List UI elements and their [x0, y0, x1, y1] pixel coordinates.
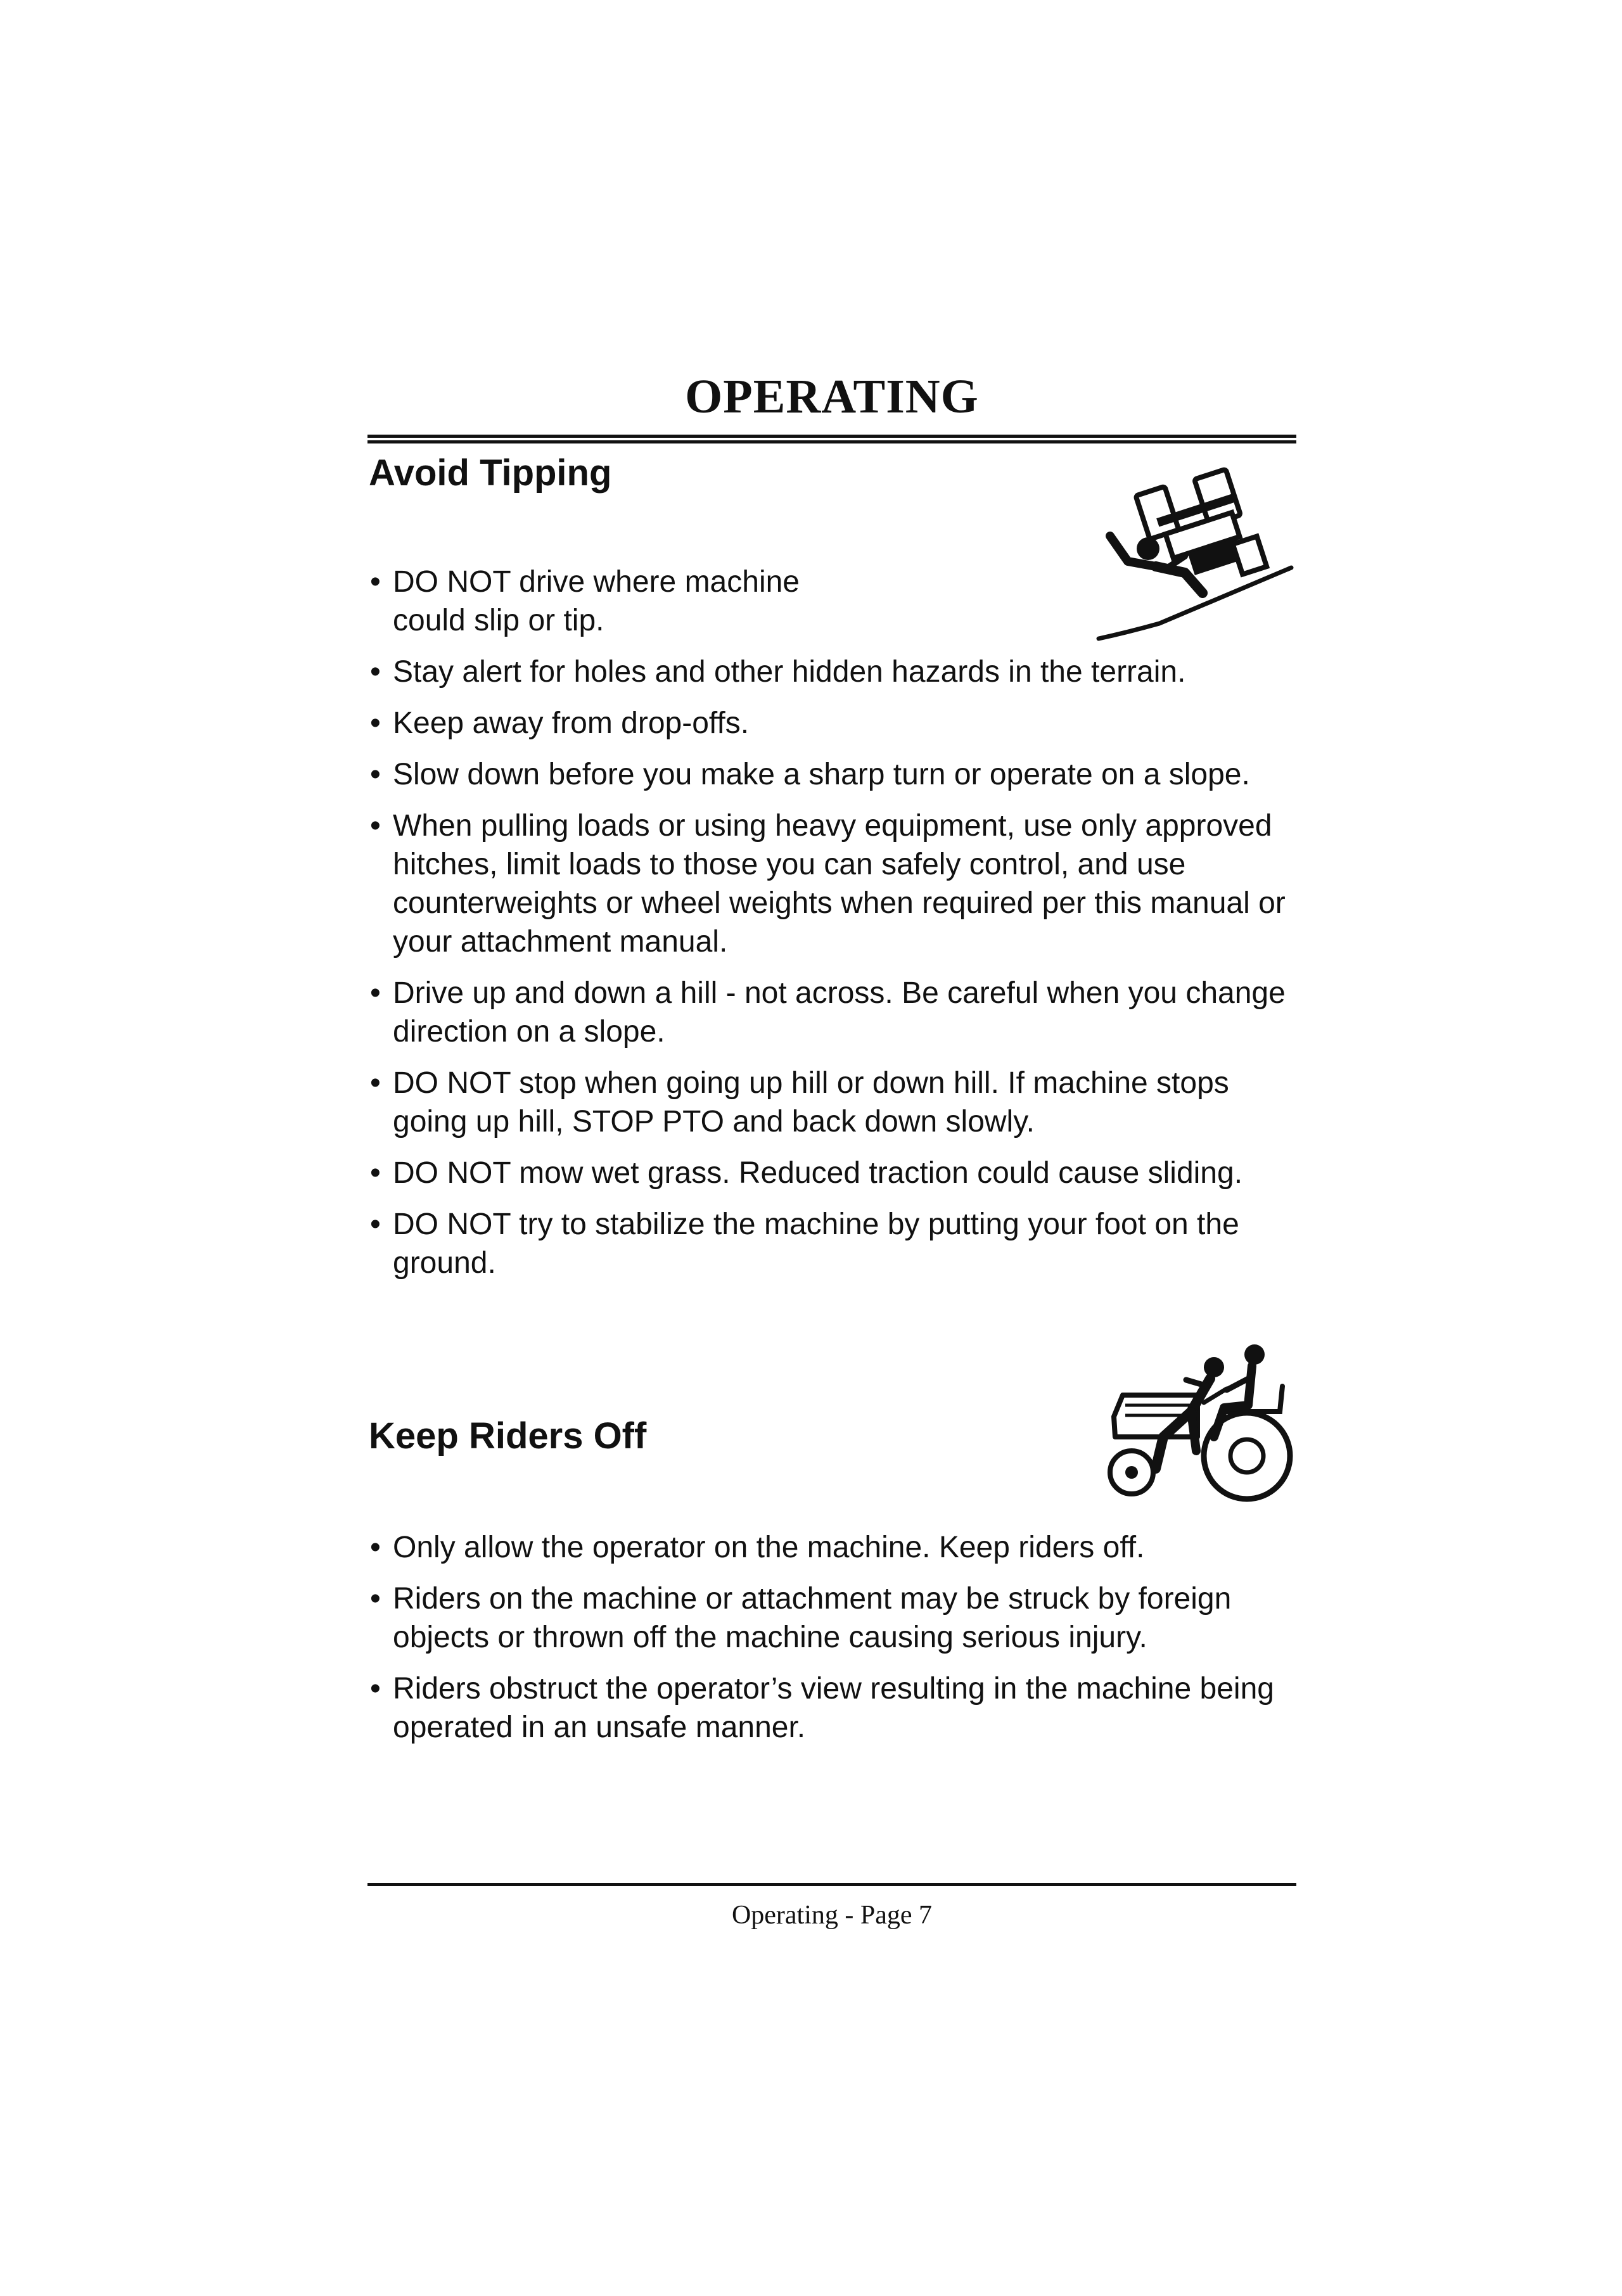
list-item: • Keep away from drop-offs. — [369, 704, 1300, 743]
section-heading-avoid-tipping: Avoid Tipping — [369, 452, 612, 494]
rider-falling-off-tractor-icon — [1102, 1342, 1299, 1507]
list-item: • DO NOT stop when going up hill or down hill. If machine stops going up hill, STOP PTO and back down slowly. — [369, 1064, 1300, 1141]
footer-rule — [367, 1883, 1296, 1886]
list-item: • DO NOT try to stabilize the machine by putting your foot on the ground. — [369, 1205, 1300, 1282]
list-item: • DO NOT mow wet grass. Reduced traction could cause sliding. — [369, 1154, 1300, 1192]
list-item: • Slow down before you make a sharp turn or operate on a slope. — [369, 755, 1300, 794]
list-item: • Riders on the machine or attachment may be struck by foreign objects or thrown off the machine causing serious injury. — [369, 1579, 1300, 1657]
list-item: • When pulling loads or using heavy equipment, use only approved hitches, limit loads to those you can safely control, and use counterweights or wheel weights when required per this manual or your attachment manual. — [369, 807, 1300, 961]
title-double-rule — [367, 435, 1296, 443]
page-title: OPERATING — [685, 370, 979, 423]
page-footer: Operating - Page 7 — [731, 1901, 933, 1930]
keep-riders-off-list — [369, 1528, 1300, 1759]
list-item: • Drive up and down a hill - not across. Be careful when you change direction on a slope. — [369, 974, 1300, 1051]
list-item: • Riders obstruct the operator’s view resulting in the machine being operated in an unsafe manner. — [369, 1669, 1300, 1747]
list-item: • Stay alert for holes and other hidden hazards in the terrain. — [369, 653, 1300, 691]
avoid-tipping-list — [369, 563, 1300, 1295]
section-heading-keep-riders-off: Keep Riders Off — [369, 1415, 647, 1457]
list-item: • DO NOT drive where machine could slip or tip. — [369, 563, 874, 640]
list-item: • Only allow the operator on the machine. Keep riders off. — [369, 1528, 1300, 1567]
